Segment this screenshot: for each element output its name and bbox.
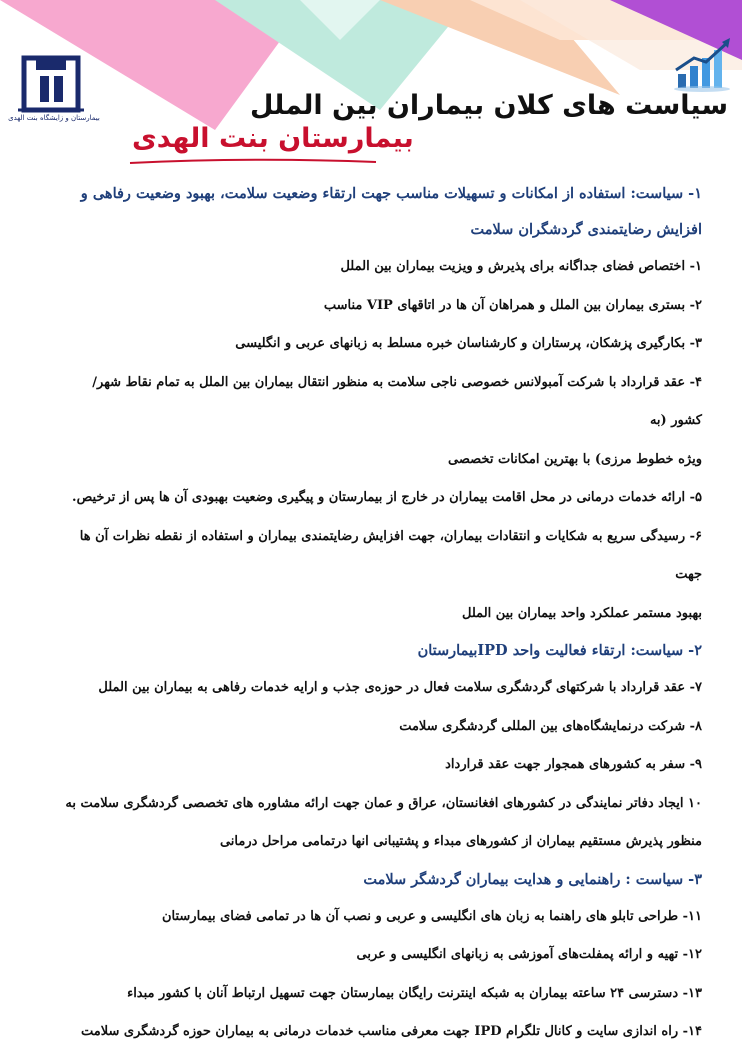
hospital-name: بیمارستان بنت الهدی xyxy=(132,123,414,154)
list-item: ۱- اختصاص فضای جداگانه برای پذیرش و ویزیت بیماران بین الملل xyxy=(340,259,702,274)
hospital-name-underline xyxy=(128,157,378,167)
policy-section xyxy=(62,633,702,862)
hospital-logo-icon xyxy=(14,52,100,122)
page-title: سیاست های کلان بیماران بین الملل xyxy=(249,90,728,121)
list-item: ۱۳- دسترسی ۲۴ ساعته بیماران به شبکه اینترنت رایگان بیمارستان جهت تسهیل ارتباط آنان با کشور مبداء xyxy=(127,985,702,1001)
list-item: ۳- بکارگیری پزشکان، پرستاران و کارشناسان خبره مسلط به زبانهای عربی و انگلیسی xyxy=(235,336,702,351)
section-title: ۲- سیاست: ارتقاء فعالیت واحد IPDبیمارستان xyxy=(417,642,702,659)
list-item: ۱۴- راه اندازی سایت و کانال تلگرام IPD جهت معرفی مناسب خدمات درمانی به بیماران حوزه گردشگری سلامت xyxy=(81,1024,702,1039)
section-title: ۳- سیاست : راهنمایی و هدایت بیماران گردشگر سلامت xyxy=(363,870,702,888)
list-item: بهبود مستمر عملکرد واحد بیماران بین الملل xyxy=(462,605,702,621)
list-item: ۲- بستری بیماران بین الملل و همراهان آن ها در اتاقهای VIP مناسب xyxy=(323,297,702,313)
growth-chart-icon xyxy=(672,36,738,92)
policy-list xyxy=(62,176,702,1052)
policy-section xyxy=(62,862,702,1052)
list-item: ۴- عقد قرارداد با شرکت آمبولانس خصوصی ناجی سلامت به منظور انتقال بیماران بین الملل به تمام نقاط شهر/کشور (به xyxy=(92,374,702,428)
section-title: افزایش رضایتمندی گردشگران سلامت xyxy=(470,221,702,238)
logo-caption: بیمارستان و زایشگاه بنت الهدی xyxy=(8,114,100,122)
list-item: ۱۲- تهیه و ارائه پمفلت‌های آموزشی به زبانهای انگلیسی و عربی xyxy=(356,947,702,962)
section-title: ۱- سیاست: استفاده از امکانات و تسهیلات مناسب جهت ارتقاء وضعیت سلامت، بهبود وضعیت رفاهی و xyxy=(80,185,702,202)
list-item: ۶- رسیدگی سریع به شکایات و انتقادات بیماران، جهت افزایش رضایتمندی بیماران و استفاده از نقطه نظرات آن ها جهت xyxy=(79,528,702,582)
list-item: منظور پذیرش مستقیم بیماران از کشورهای مبداء و پشتیبانی انها درتمامی مراحل درمانی xyxy=(219,834,702,849)
list-item: ویژه خطوط مرزی) با بهترین امکانات تخصصی xyxy=(448,451,702,467)
list-item: ۵- ارائه خدمات درمانی در محل اقامت بیماران در خارج از بیمارستان و پیگیری وضعیت بهبودی آن ها پس از ترخیص. xyxy=(72,490,702,505)
list-item: ۱۱- طراحی تابلو های راهنما به زبان های انگلیسی و عربی و نصب آن ها در تمامی فضای بیمارستان xyxy=(161,908,702,924)
policy-section xyxy=(62,176,702,633)
list-item: ۱۰ ایجاد دفاتر نمایندگی در کشورهای افغانستان، عراق و عمان جهت ارائه مشاوره های تخصصی گردشگری سلامت به xyxy=(65,795,702,811)
list-item: ۹- سفر به کشورهای همجوار جهت عقد قرارداد xyxy=(445,757,702,772)
list-item: ۸- شرکت درنمایشگاه‌های بین المللی گردشگری سلامت xyxy=(399,718,702,734)
list-item: ۷- عقد قرارداد با شرکتهای گردشگری سلامت فعال در حوزه‌ی جذب و ارایه خدمات رفاهی به بیماران بین الملل xyxy=(98,680,702,695)
